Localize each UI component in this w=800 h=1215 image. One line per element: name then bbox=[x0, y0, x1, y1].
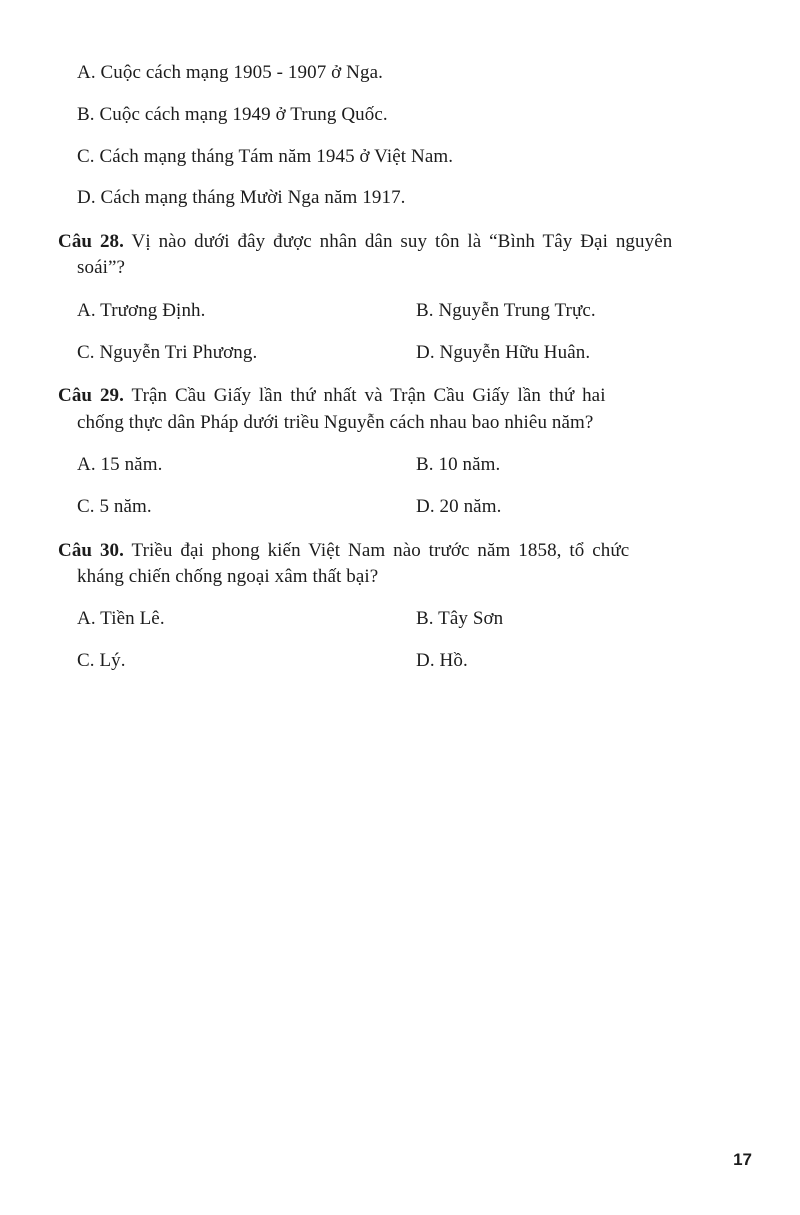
option-c: C. Cách mạng tháng Tám năm 1945 ở Việt Nam. bbox=[77, 146, 454, 167]
option-d: D. Cách mạng tháng Mười Nga năm 1917. bbox=[77, 187, 406, 208]
question-29-text: Trận Cầu Giấy lần thứ nhất và Trận Cầu Giấy lần thứ hai bbox=[131, 385, 606, 406]
question-30-number: 30. bbox=[99, 540, 125, 561]
question-28-option-b: B. Nguyễn Trung Trực. bbox=[416, 300, 596, 321]
question-30-option-a: A. Tiền Lê. bbox=[77, 608, 165, 629]
question-28-option-c: C. Nguyễn Tri Phương. bbox=[77, 342, 258, 363]
question-28-stem bbox=[58, 231, 672, 253]
question-29-option-c: C. 5 năm. bbox=[77, 496, 152, 517]
question-29-option-d: D. 20 năm. bbox=[416, 496, 502, 517]
question-29-option-b: B. 10 năm. bbox=[416, 454, 501, 475]
question-30-option-b: B. Tây Sơn bbox=[416, 608, 504, 629]
question-28-prefix: Câu bbox=[58, 231, 93, 252]
question-28-number: 28. bbox=[99, 231, 125, 252]
question-28-text: Vị nào dưới đây được nhân dân suy tôn là “Bình Tây Đại nguyên bbox=[131, 231, 673, 252]
option-b: B. Cuộc cách mạng 1949 ở Trung Quốc. bbox=[77, 104, 388, 125]
page-number: 17 bbox=[733, 1150, 752, 1169]
question-29-option-a: A. 15 năm. bbox=[77, 454, 163, 475]
question-30-prefix: Câu bbox=[58, 540, 93, 561]
question-29-number: 29. bbox=[99, 385, 125, 406]
question-30-text-cont: kháng chiến chống ngoại xâm thất bại? bbox=[77, 566, 379, 587]
question-29-text-cont: chống thực dân Pháp dưới triều Nguyễn cách nhau bao nhiêu năm? bbox=[77, 412, 594, 433]
question-28-option-d: D. Nguyễn Hữu Huân. bbox=[416, 342, 591, 363]
question-28-option-a: A. Trương Định. bbox=[77, 300, 206, 321]
question-28-text-cont: soái”? bbox=[77, 257, 126, 278]
question-30-option-d: D. Hồ. bbox=[416, 650, 468, 671]
question-30-option-c: C. Lý. bbox=[77, 650, 126, 671]
question-29-stem bbox=[58, 385, 606, 407]
option-a: A. Cuộc cách mạng 1905 - 1907 ở Nga. bbox=[77, 62, 383, 83]
question-30-stem bbox=[58, 540, 629, 562]
question-30-text: Triều đại phong kiến Việt Nam nào trước năm 1858, tổ chức bbox=[131, 540, 630, 561]
question-29-prefix: Câu bbox=[58, 385, 93, 406]
